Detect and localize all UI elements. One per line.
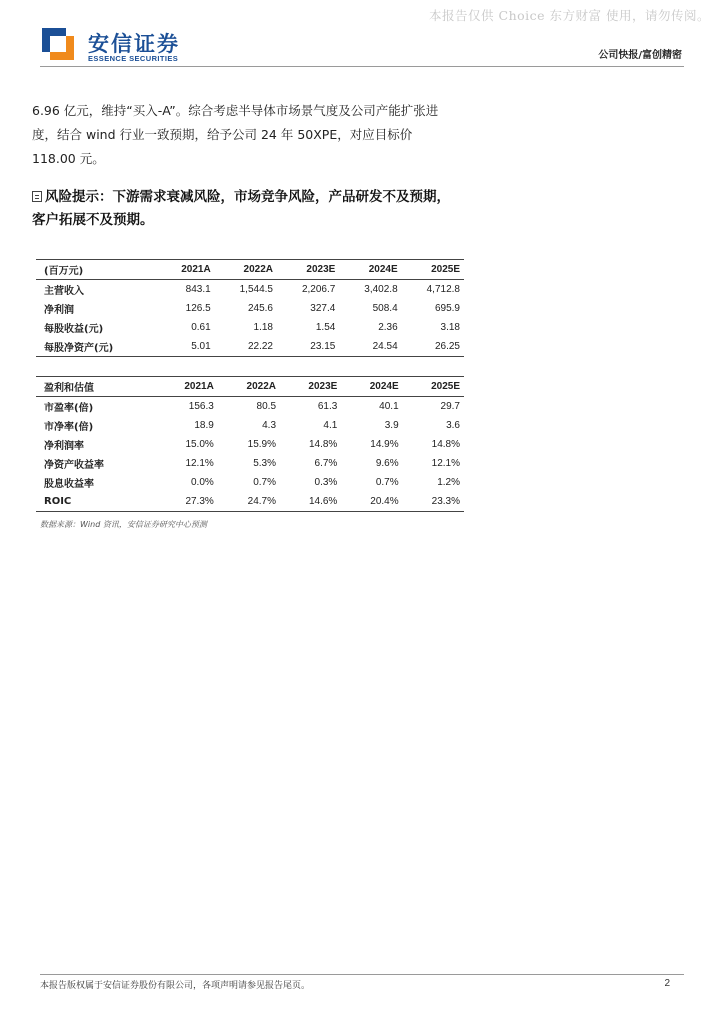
table-cell: 6.7% (314, 458, 338, 469)
table-header-cell: 2024E (369, 381, 399, 392)
footer-disclaimer: 本报告版权属于安信证券股份有限公司，各项声明请参见报告尾页。 (40, 981, 311, 991)
financial-table (36, 259, 464, 357)
table-cell: 22.22 (247, 341, 273, 352)
report-type: 公司快报/富创精密 (598, 50, 682, 61)
table-cell: 327.4 (310, 303, 336, 314)
table-cell: 0.3% (314, 477, 338, 488)
table-cell: 12.1% (185, 458, 214, 469)
table-cell: 0.7% (375, 477, 399, 488)
table-cell: 14.6% (308, 496, 338, 507)
table-header-cell: 2023E (306, 264, 336, 275)
table-cell: 14.9% (370, 439, 399, 450)
table-cell: 24.54 (372, 341, 398, 352)
table-header-row (36, 377, 464, 397)
table-row (36, 454, 464, 473)
table-cell: 695.9 (434, 303, 460, 314)
table-header-cell: 2021A (184, 381, 214, 392)
table-row (36, 416, 464, 435)
data-source-note: 数据来源：Wind 资讯，安信证券研究中心预测 (40, 520, 207, 529)
table-cell: 126.5 (185, 303, 211, 314)
table-header-cell: 盈利和估值 (44, 383, 94, 394)
table-cell: 3.9 (384, 420, 399, 431)
table-cell: 市盈率(倍) (44, 403, 94, 414)
company-logo (40, 26, 190, 66)
table-cell: 2.36 (378, 322, 398, 333)
table-cell: 12.1% (431, 458, 460, 469)
document-icon (32, 191, 42, 202)
table-cell: 5.3% (253, 458, 277, 469)
table-cell: 23.15 (310, 341, 336, 352)
table-cell: 29.7 (440, 401, 460, 412)
table-cell: 0.61 (191, 322, 211, 333)
table-cell: 27.3% (185, 496, 214, 507)
table-cell: 245.6 (247, 303, 273, 314)
table-header-cell: 2025E (431, 264, 460, 275)
table-header-cell: 2022A (246, 381, 277, 392)
table-cell: 5.01 (191, 341, 211, 352)
table-cell: 1.54 (315, 322, 336, 333)
table-cell: 4,712.8 (426, 284, 460, 295)
risk-warning (32, 186, 452, 232)
table-row (36, 397, 464, 417)
table-row (36, 435, 464, 454)
table-cell: 每股净资产(元) (44, 343, 114, 354)
logo-name-cn: 安信证券 (88, 32, 180, 56)
watermark: 本报告仅供 Choice 东方财富 使用，请勿传阅。 (429, 8, 710, 23)
table-cell: 市净率(倍) (44, 422, 94, 433)
table-cell: 4.1 (323, 420, 338, 431)
table-cell: ROIC (44, 496, 72, 507)
table-cell: 14.8% (308, 439, 338, 450)
table-row (36, 473, 464, 492)
table-cell: 3,402.8 (364, 284, 398, 295)
page-number: 2 (664, 978, 670, 989)
table-cell: 61.3 (317, 401, 338, 412)
table-cell: 2,206.7 (301, 284, 336, 295)
table-cell: 1.2% (437, 477, 460, 488)
table-cell: 3.18 (440, 322, 460, 333)
header-divider (40, 66, 684, 67)
table-cell: 14.8% (431, 439, 460, 450)
table-cell: 24.7% (247, 496, 277, 507)
logo-name-en: ESSENCE SECURITIES (88, 54, 179, 63)
table-header-cell: 2025E (431, 381, 460, 392)
table-header-cell: 2023E (308, 381, 338, 392)
logo-mark-icon (40, 26, 76, 62)
table-header-row (36, 260, 464, 280)
table-header-cell: 2021A (181, 264, 211, 275)
table-cell: 净资产收益率 (44, 460, 104, 471)
table-cell: 股息收益率 (44, 479, 94, 490)
table-cell: 1,544.5 (239, 284, 273, 295)
table-cell: 9.6% (375, 458, 399, 469)
table-cell: 1.18 (253, 322, 273, 333)
table-cell: 0.7% (253, 477, 277, 488)
footer-divider (40, 974, 684, 975)
table-cell: 净利润 (44, 305, 74, 316)
table-header-cell: 2024E (368, 264, 398, 275)
table-cell: 843.1 (185, 284, 211, 295)
table-row (36, 299, 464, 318)
table-cell: 每股收益(元) (44, 324, 104, 335)
table-row (36, 280, 464, 300)
table-cell: 15.9% (247, 439, 277, 450)
table-header-cell: (百万元) (44, 266, 84, 277)
table-cell: 4.3 (262, 420, 277, 431)
table-cell: 3.6 (446, 420, 460, 431)
table-cell: 0.0% (191, 477, 214, 488)
table-header-cell: 2022A (243, 264, 273, 275)
table-cell: 23.3% (431, 496, 460, 507)
valuation-table (36, 376, 464, 512)
body-paragraph: 6.96 亿元，维持“买入-A”。综合考虑半导体市场景气度及公司产能扩张进度，结合 wind 行业一致预期，给予公司 24 年 50XPE，对应目标价 118.00 元。 (32, 103, 439, 166)
table-row (36, 337, 464, 357)
table-row (36, 492, 464, 512)
table-cell: 26.25 (434, 341, 460, 352)
table-row (36, 318, 464, 337)
table-cell: 15.0% (185, 439, 214, 450)
risk-text: 风险提示：下游需求衰减风险，市场竞争风险，产品研发不及预期，客户拓展不及预期。 (32, 189, 450, 228)
table-cell: 18.9 (194, 420, 214, 431)
table-cell: 20.4% (370, 496, 399, 507)
table-cell: 80.5 (256, 401, 277, 412)
table-cell: 508.4 (372, 303, 398, 314)
table-cell: 40.1 (379, 401, 399, 412)
table-cell: 156.3 (188, 401, 214, 412)
table-cell: 主营收入 (44, 286, 84, 297)
table-cell: 净利润率 (44, 441, 84, 452)
